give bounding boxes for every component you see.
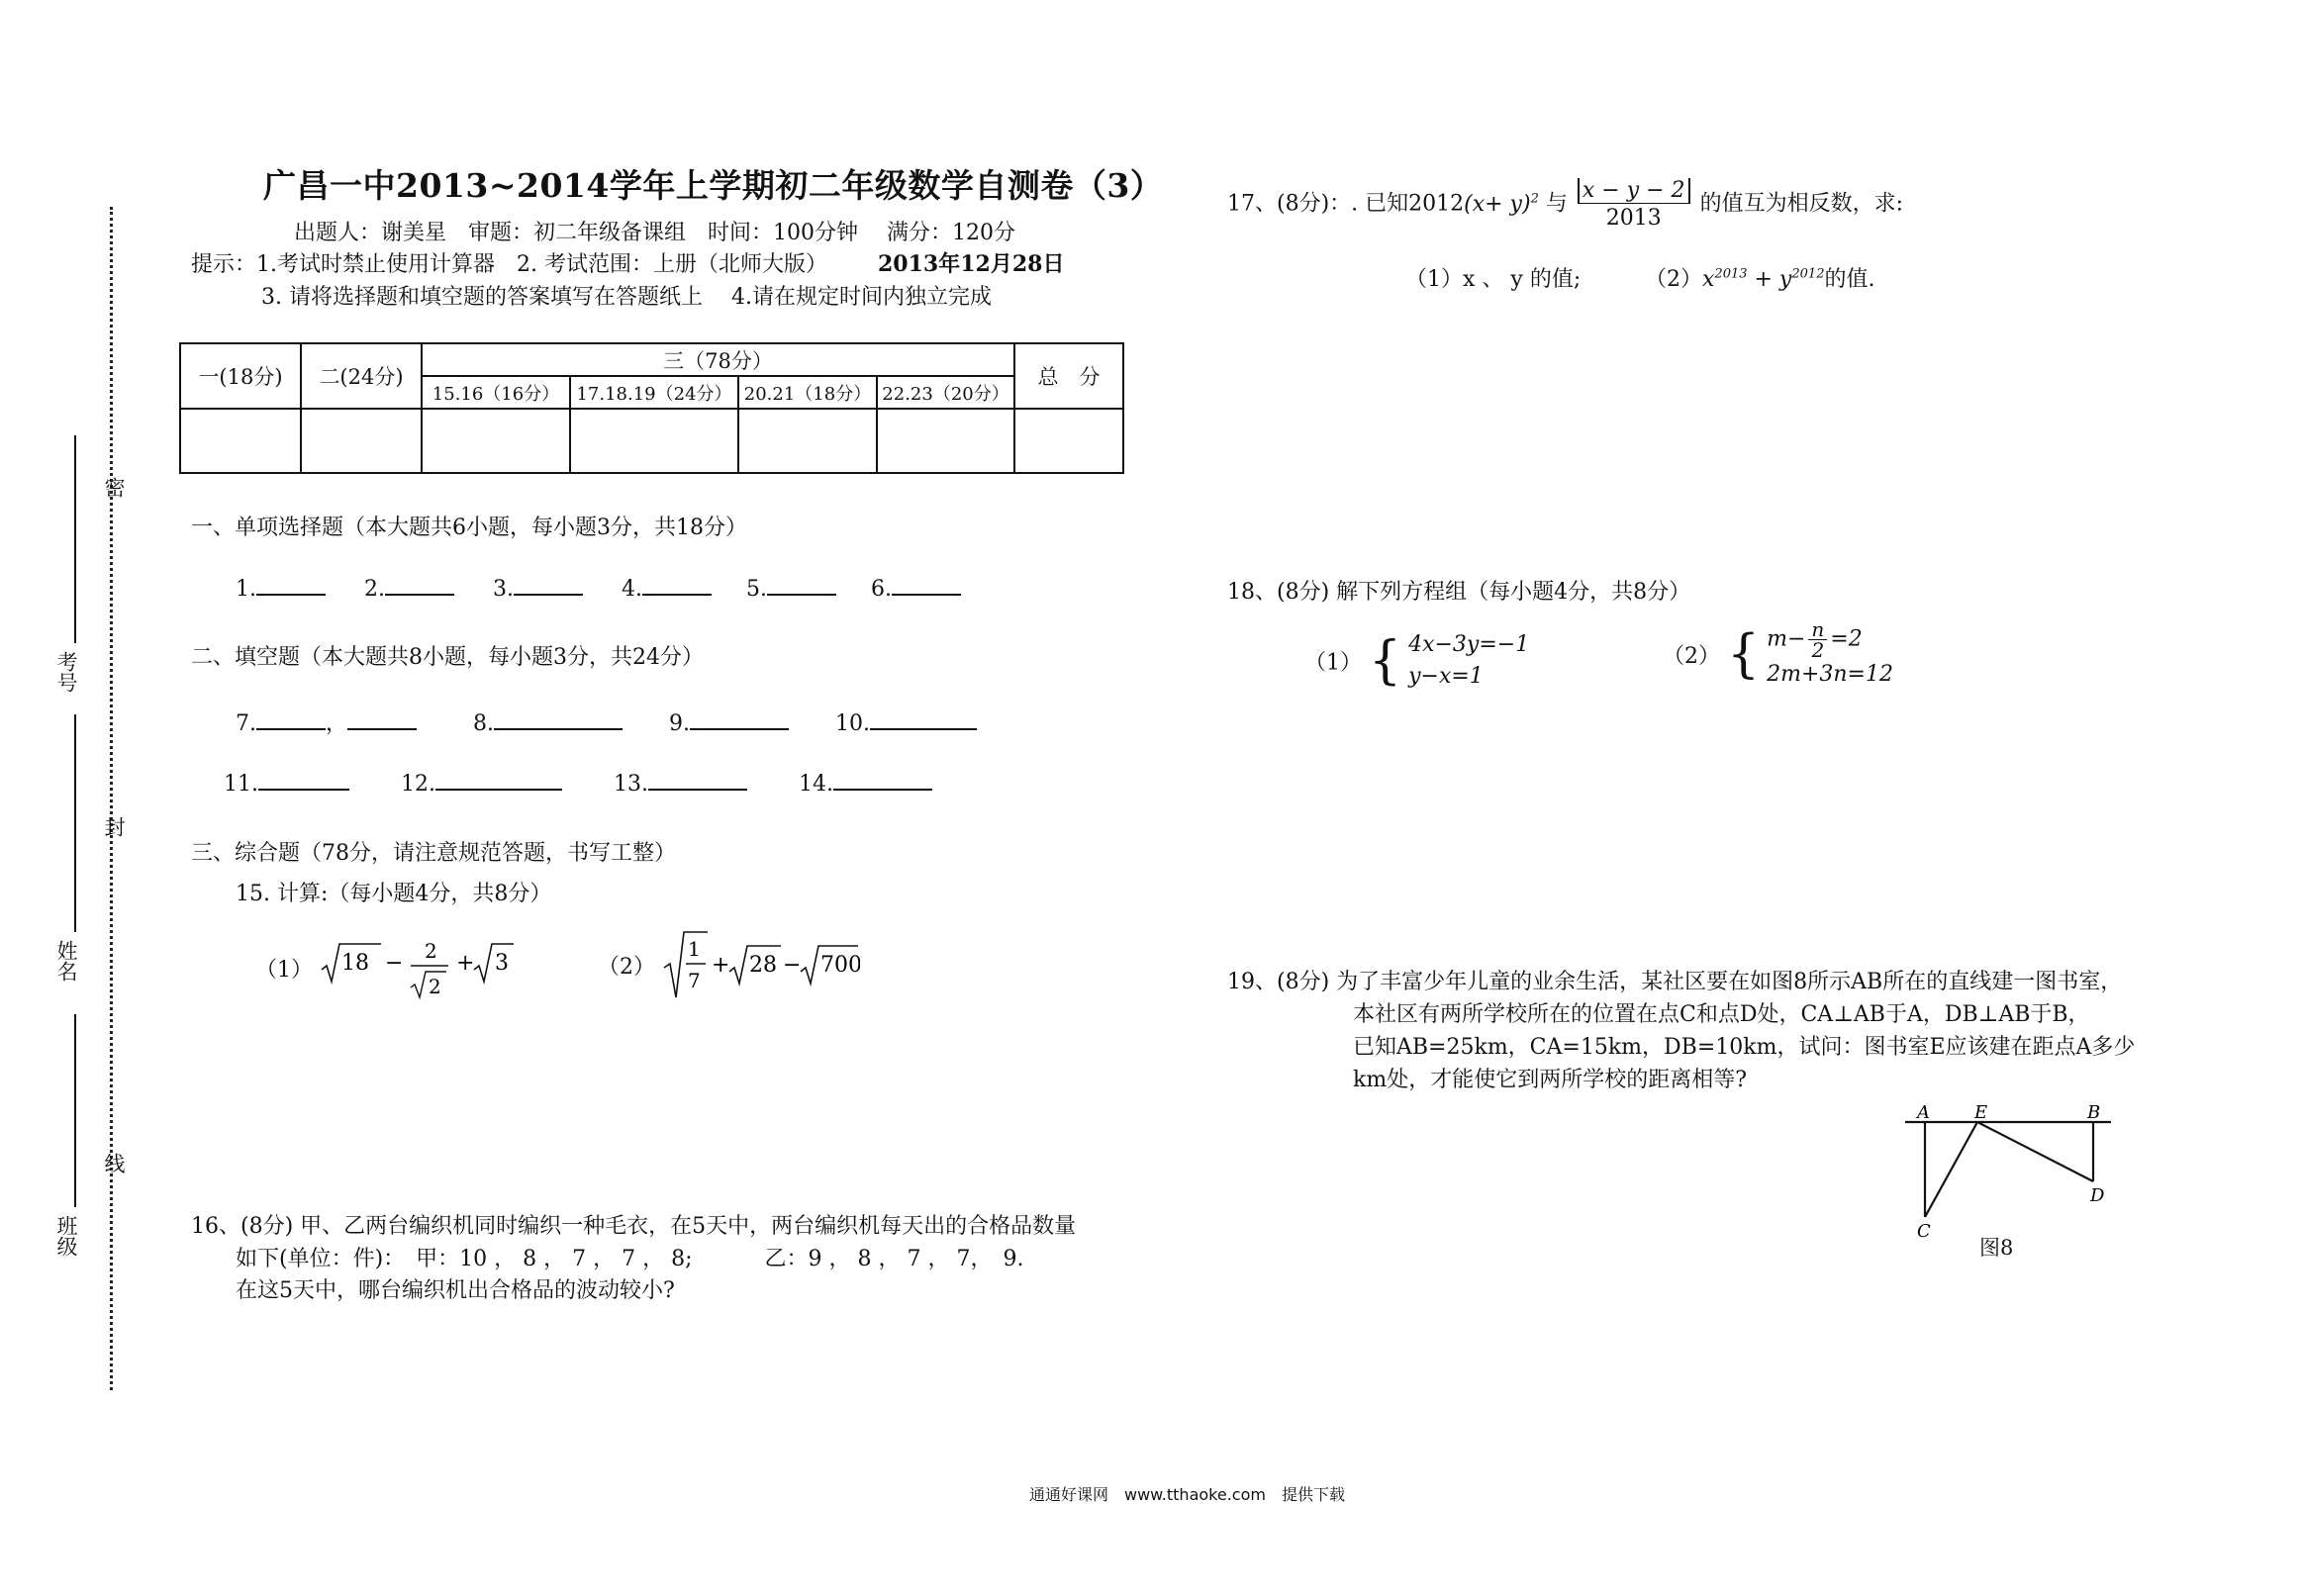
q18-p2-equations	[1767, 619, 1893, 690]
q17-numerator: x − y − 2	[1578, 178, 1690, 204]
q18-p2-label: （2）	[1663, 644, 1720, 669]
q17-connector: 与	[1545, 191, 1568, 217]
fill-label-13: 13.	[614, 772, 648, 797]
q18-p1-equations	[1408, 629, 1529, 693]
q18-p2-eq1	[1767, 619, 1893, 660]
score-header-part2: 二(24分)	[301, 343, 422, 409]
fill-blank-14[interactable]	[833, 771, 932, 791]
class-field[interactable]	[74, 1014, 76, 1207]
svg-text:−: −	[385, 951, 404, 976]
svg-text:+: +	[456, 951, 475, 976]
fill-blank-10[interactable]	[870, 710, 977, 730]
seal-char-mi: 密	[102, 477, 126, 498]
q16-line2: 如下(单位：件)： 甲：10 ， 8 ， 7 ， 7 ， 8; 乙：9 ， 8 ， 7 ， 7， 9.	[236, 1247, 1024, 1271]
score-header-part1: 一(18分)	[180, 343, 301, 409]
section3-heading: 三、综合题（78分，请注意规范答题，书写工整）	[191, 841, 676, 866]
q17-part2-suffix: 的值.	[1824, 267, 1875, 292]
fig-point-a: A	[1917, 1102, 1930, 1123]
mc-blank-2[interactable]	[385, 576, 454, 596]
svg-text:7: 7	[688, 969, 701, 992]
score-cell[interactable]	[877, 409, 1014, 473]
q18-p2-eq1-fraction	[1808, 619, 1827, 660]
svg-text:28: 28	[749, 953, 777, 978]
mc-blank-5[interactable]	[767, 576, 836, 596]
q17-fraction	[1578, 178, 1690, 231]
fill-label-7: 7.	[236, 711, 256, 736]
fig-point-e: E	[1974, 1102, 1988, 1123]
q17-part2	[1645, 262, 1874, 293]
q18-p2-brace: {	[1727, 624, 1761, 685]
mc-label-6: 6.	[871, 577, 892, 602]
seal-char-feng: 封	[102, 816, 126, 837]
fill-label-9: 9.	[669, 711, 691, 736]
mc-label-3: 3.	[493, 577, 514, 602]
fill-blank-9[interactable]	[690, 710, 789, 730]
seal-dotted-line	[110, 207, 113, 1390]
q19-line1: 19、(8分) 为了丰富少年儿童的业余生活，某社区要在如图8所示AB所在的直线建一图书室，	[1227, 970, 2123, 994]
svg-text:2: 2	[429, 975, 441, 998]
fill-blank-13[interactable]	[648, 771, 747, 791]
fill-label-11: 11.	[224, 772, 258, 797]
q15-part2-label: （2）	[598, 955, 655, 980]
q17-prefix: 17、(8分)：. 已知2012	[1227, 191, 1465, 217]
q15-part2-expression	[662, 928, 860, 1007]
svg-text:700: 700	[820, 953, 860, 978]
score-subheader-2: 17.18.19（24分）	[570, 376, 738, 409]
svg-text:2: 2	[425, 939, 437, 963]
q19-line3: 已知AB=25km，CA=15km，DB=10km，试问：图书室E应该建在距点A多少	[1353, 1035, 2136, 1060]
mc-blank-1[interactable]	[256, 576, 326, 596]
fill-label-12: 12.	[401, 772, 435, 797]
score-header-total: 总 分	[1014, 343, 1123, 409]
mc-blank-3[interactable]	[514, 576, 583, 596]
name-label: 姓名	[54, 940, 78, 982]
score-cell[interactable]	[301, 409, 422, 473]
fill-label-10: 10.	[835, 711, 871, 736]
exam-meta: 出题人：谢美星 审题：初二年级备课组 时间：100分钟 满分：120分	[294, 221, 1015, 245]
fill-comma: ，	[326, 711, 348, 736]
score-cell[interactable]	[1014, 409, 1123, 473]
fill-blank-11[interactable]	[258, 771, 349, 791]
score-subheader-3: 20.21（18分）	[738, 376, 877, 409]
svg-text:3: 3	[495, 951, 509, 976]
q17-denominator: 2013	[1605, 206, 1662, 231]
q19-line4: km处，才能使它到两所学校的距离相等?	[1353, 1068, 1747, 1092]
fill-blank-7a[interactable]	[256, 710, 326, 730]
fill-blank-8[interactable]	[494, 710, 623, 730]
fig-point-c: C	[1917, 1221, 1931, 1242]
exam-tips-1: 提示：1.考试时禁止使用计算器 2. 考试范围：上册（北师大版）	[191, 252, 827, 277]
q18-p1-brace: {	[1369, 631, 1402, 691]
q15-part1-label: （1）	[255, 958, 313, 983]
q18-p1-eq2: y−x=1	[1408, 664, 1484, 689]
q18-p2-eq1-den: 2	[1811, 638, 1825, 662]
fig-point-b: B	[2087, 1102, 2101, 1123]
q16-line1: 16、(8分) 甲、乙两台编织机同时编织一种毛衣，在5天中，两台编织机每天出的合格品数量	[191, 1214, 1077, 1239]
q17-suffix: 的值互为相反数，求:	[1699, 191, 1903, 217]
q16-line3: 在这5天中，哪台编织机出合格品的波动较小?	[236, 1278, 675, 1303]
fill-label-8: 8.	[473, 711, 495, 736]
score-table	[179, 342, 1124, 474]
svg-text:1: 1	[688, 937, 701, 961]
q18-heading: 18、(8分) 解下列方程组（每小题4分，共8分）	[1227, 580, 1691, 605]
page-title: 广昌一中2013~2014学年上学期初二年级数学自测卷（3）	[263, 166, 1164, 205]
score-cell[interactable]	[422, 409, 570, 473]
fill-row-1	[236, 706, 977, 737]
q17-part2-label: （2）	[1645, 267, 1702, 292]
class-label: 班级	[54, 1215, 78, 1257]
mc-blank-4[interactable]	[642, 576, 712, 596]
svg-text:+: +	[712, 953, 730, 978]
name-field[interactable]	[74, 714, 76, 932]
fill-blank-12[interactable]	[435, 771, 562, 791]
exam-number-label: 考号	[54, 651, 78, 693]
exam-date: 2013年12月28日	[878, 251, 1065, 277]
fill-blank-7b[interactable]	[347, 710, 417, 730]
mc-blank-6[interactable]	[892, 576, 961, 596]
svg-text:18: 18	[341, 951, 369, 976]
q18-p2-eq1-num: n	[1808, 619, 1827, 640]
q17-part2-expression: $x^{2013} + y^{2012}$	[1702, 266, 1825, 292]
score-cell[interactable]	[738, 409, 877, 473]
figure-8-caption: 图8	[1979, 1236, 2014, 1260]
q17-statement	[1227, 178, 1903, 231]
fill-label-14: 14.	[799, 772, 833, 797]
fig-point-d: D	[2090, 1185, 2105, 1206]
footer-source: 通通好课网 www.tthaoke.com 提供下载	[1029, 1485, 1345, 1504]
score-subheader-4: 22.23（20分）	[877, 376, 1014, 409]
svg-text:−: −	[783, 953, 802, 978]
q15-part1-expression	[320, 936, 518, 1005]
exam-number-field[interactable]	[74, 435, 76, 643]
q18-p1-eq1: 4x−3y=−1	[1408, 632, 1530, 657]
q18-p2-eq1-left: m−	[1767, 626, 1806, 652]
q15-part2	[598, 928, 860, 1007]
q19-line2: 本社区有两所学校所在的位置在点C和点D处，CA⊥AB于A，DB⊥AB于B，	[1353, 1002, 2090, 1027]
q17-part1: （1）x 、 y 的值;	[1405, 267, 1582, 292]
seal-char-xian: 线	[102, 1153, 126, 1174]
exam-tips-2: 3. 请将选择题和填空题的答案填写在答题纸上 4.请在规定时间内独立完成	[261, 285, 992, 310]
q18-p2-eq2: 2m+3n=12	[1767, 662, 1893, 687]
q18-system2	[1663, 619, 1893, 690]
score-subheader-1: 15.16（16分）	[422, 376, 570, 409]
section1-heading: 一、单项选择题（本大题共6小题，每小题3分，共18分）	[191, 516, 747, 540]
section2-heading: 二、填空题（本大题共8小题，每小题3分，共24分）	[191, 645, 704, 670]
q17-xy-squared: $(x+ y)^2$	[1464, 191, 1539, 217]
q15-heading: 15. 计算:（每小题4分，共8分）	[236, 882, 552, 906]
q18-system1	[1304, 629, 1529, 693]
mc-label-2: 2.	[364, 577, 385, 602]
mc-label-5: 5.	[746, 577, 767, 602]
mc-answer-row	[236, 576, 961, 602]
score-cell[interactable]	[180, 409, 301, 473]
q15-part1	[255, 936, 518, 1005]
score-cell[interactable]	[570, 409, 738, 473]
mc-label-4: 4.	[622, 577, 642, 602]
fill-row-2	[224, 771, 932, 797]
score-header-part3: 三（78分）	[422, 343, 1014, 376]
mc-label-1: 1.	[236, 577, 256, 602]
q18-p2-eq1-right: =2	[1830, 626, 1863, 652]
q18-p1-label: （1）	[1304, 650, 1362, 676]
